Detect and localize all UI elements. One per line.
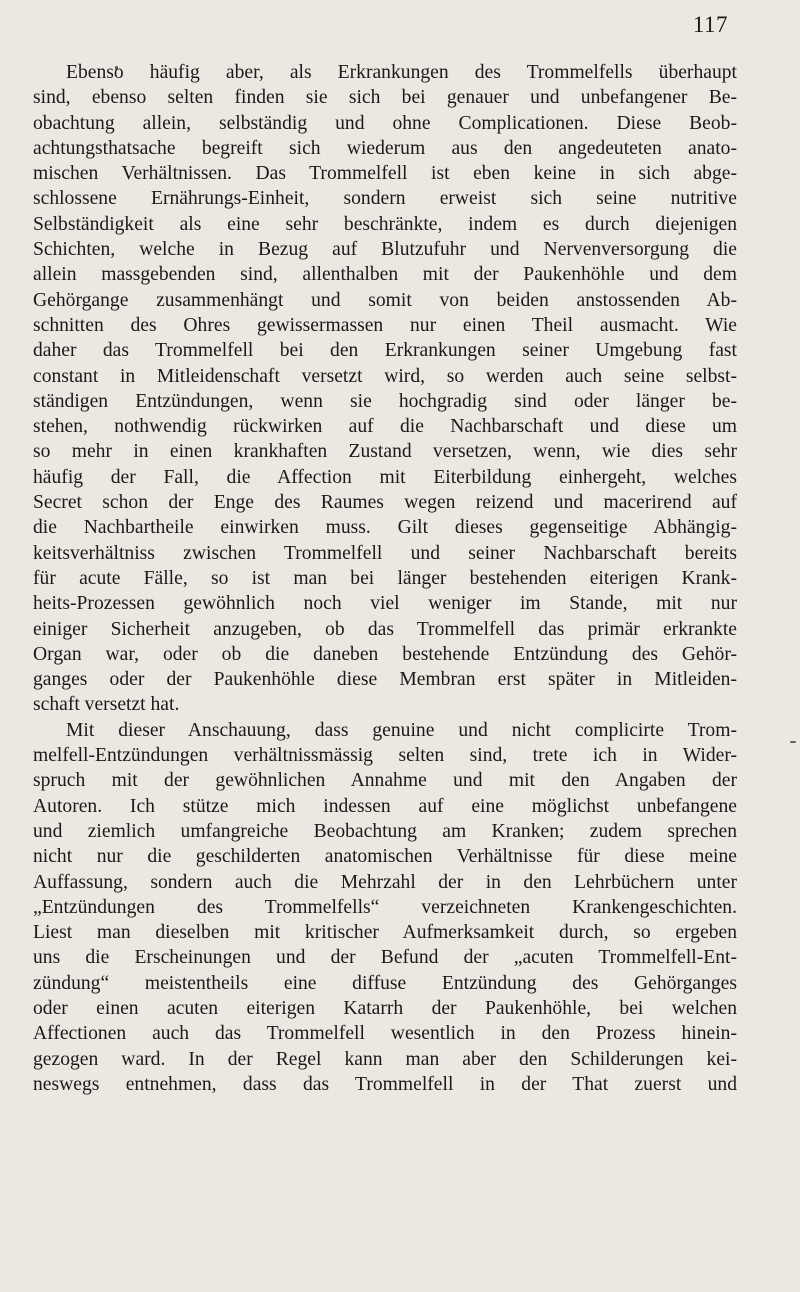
text-line: oder einen acuten eiterigen Katarrh der Paukenhöhle, bei welchen [33, 997, 737, 1019]
text-line: mischen Verhältnissen. Das Trommelfell ist eben keine in sich abge- [33, 163, 737, 185]
text-line: spruch mit der gewöhnlichen Annahme und mit den Angaben der [33, 770, 737, 792]
text-line: neswegs entnehmen, dass das Trommelfell in der That zuerst und [33, 1073, 737, 1095]
text-line: schnitten des Ohres gewissermassen nur einen Theil ausmacht. Wie [33, 314, 737, 336]
text-line: für acute Fälle, so ist man bei länger bestehenden eiterigen Krank- [33, 567, 737, 589]
page-number: 117 [692, 12, 728, 37]
text-line: Secret schon der Enge des Raumes wegen reizend und macerirend auf [33, 492, 737, 514]
text-line: die Nachbartheile einwirken muss. Gilt dieses gegenseitige Abhängig- [33, 517, 737, 539]
text-line: häufig der Fall, die Affection mit Eiterbildung einhergeht, welches [33, 466, 737, 488]
text-line: Auffassung, sondern auch die Mehrzahl der in den Lehrbüchern unter [33, 871, 737, 893]
text-line: obachtung allein, selbständig und ohne Complicationen. Diese Beob- [33, 112, 737, 134]
text-line: achtungsthatsache begreift sich wiederum aus den angedeuteten anato- [33, 137, 737, 159]
text-line: schaft versetzt hat. [33, 694, 180, 716]
text-line: Schichten, welche in Bezug auf Blutzufuhr und Nervenversorgung die [33, 239, 737, 261]
text-line: „Entzündungen des Trommelfells“ verzeichneten Krankengeschichten. [33, 896, 737, 918]
text-line: ganges oder der Paukenhöhle diese Membran erst später in Mitleiden- [33, 669, 737, 691]
text-line: gezogen ward. In der Regel kann man aber den Schilderungen kei- [33, 1048, 737, 1070]
body-text [33, 60, 737, 1097]
text-line: keitsverhältniss zwischen Trommelfell und seiner Nachbarschaft bereits [33, 542, 737, 564]
text-line: Autoren. Ich stütze mich indessen auf eine möglichst unbefangene [33, 795, 737, 817]
text-line: constant in Mitleidenschaft versetzt wird, so werden auch seine selbst- [33, 365, 737, 387]
text-line: so mehr in einen krankhaften Zustand versetzen, wenn, wie dies sehr [33, 441, 737, 463]
text-line: schlossene Ernährungs-Einheit, sondern erweist sich seine nutritive [33, 188, 737, 210]
text-line: sind, ebenso selten finden sie sich bei genauer und unbefangener Be- [33, 87, 737, 109]
text-line: Affectionen auch das Trommelfell wesentlich in den Prozess hinein- [33, 1023, 737, 1045]
text-line: ständigen Entzündungen, wenn sie hochgradig sind oder länger be- [33, 390, 737, 412]
text-line: zündung“ meistentheils eine diffuse Entzündung des Gehörganges [33, 972, 737, 994]
text-line: heits-Prozessen gewöhnlich noch viel weniger im Stande, mit nur [33, 593, 737, 615]
text-line: Liest man dieselben mit kritischer Aufmerksamkeit durch, so ergeben [33, 922, 737, 944]
text-line: Selbständigkeit als eine sehr beschränkte, indem es durch diejenigen [33, 213, 737, 235]
text-line: Ebenso häufig aber, als Erkrankungen des Trommelfells überhaupt [66, 62, 737, 83]
text-line: Organ war, oder ob die daneben bestehende Entzündung des Gehör- [33, 643, 737, 665]
print-speck [790, 741, 796, 743]
text-line: einiger Sicherheit anzugeben, ob das Trommelfell das primär erkrankte [33, 618, 737, 640]
text-line: Gehörgange zusammenhängt und somit von beiden anstossenden Ab- [33, 289, 737, 311]
text-line: melfell-Entzündungen verhältnissmässig selten sind, trete ich in Wider- [33, 745, 737, 767]
text-line: daher das Trommelfell bei den Erkrankungen seiner Umgebung fast [33, 340, 737, 362]
text-line: uns die Erscheinungen und der Befund der „acuten Trommelfell-Ent- [33, 947, 737, 969]
text-line: und ziemlich umfangreiche Beobachtung am Kranken; zudem sprechen [33, 820, 737, 842]
text-line: nicht nur die geschilderten anatomischen Verhältnisse für diese meine [33, 846, 737, 868]
text-line: Mit dieser Anschauung, dass genuine und nicht complicirte Trom- [66, 719, 737, 741]
text-line: stehen, nothwendig rückwirken auf die Nachbarschaft und diese um [33, 416, 737, 438]
text-line: allein massgebenden sind, allenthalben mit der Paukenhöhle und dem [33, 264, 737, 286]
